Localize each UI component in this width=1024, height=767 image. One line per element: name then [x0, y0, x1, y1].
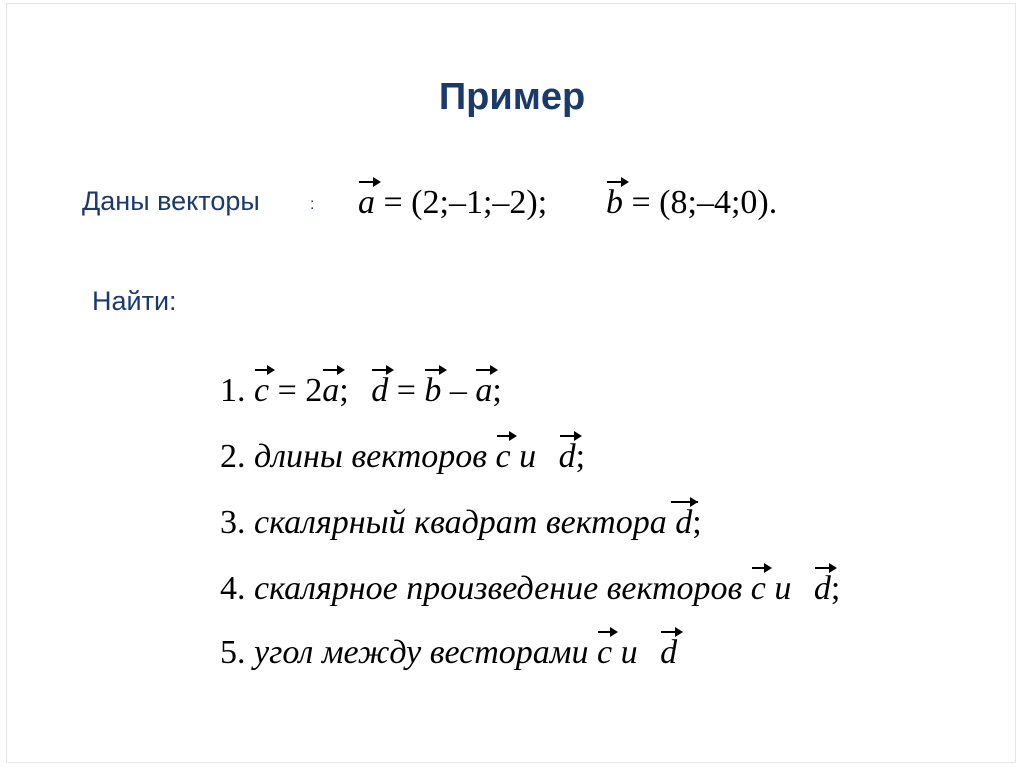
task-3-end: ;	[692, 504, 702, 541]
task-5-number: 5.	[220, 634, 246, 671]
task-3-number: 3.	[220, 504, 246, 541]
task-1-eq1: = 2	[269, 372, 323, 409]
task-4-text: скалярное произведение векторов	[254, 570, 751, 607]
slide-title: Пример	[438, 76, 586, 118]
task-1-eq2: =	[388, 372, 425, 409]
given-colon: :	[310, 196, 315, 213]
task-2	[220, 438, 585, 476]
vector-a-definition	[358, 184, 547, 222]
task-5	[220, 634, 677, 672]
task-2-number: 2.	[220, 438, 246, 475]
task-2-and: и	[510, 438, 545, 475]
vector-d-symbol: d	[558, 438, 576, 475]
vector-d-symbol: d	[813, 570, 831, 607]
task-2-end: ;	[575, 438, 586, 475]
task-1-number: 1.	[220, 372, 246, 409]
vector-d-symbol: d	[675, 504, 693, 541]
task-5-and: и	[612, 634, 647, 671]
task-4	[220, 570, 840, 608]
vector-c-symbol: c	[495, 438, 511, 475]
vector-b-symbol: b	[606, 184, 623, 221]
task-1-sep: ;	[339, 372, 358, 409]
task-4-end: ;	[830, 570, 841, 607]
task-4-number: 4.	[220, 570, 246, 607]
task-3-text: скалярный квадрат вектора	[254, 504, 676, 541]
vector-c-symbol: c	[750, 570, 766, 607]
vector-c-symbol: c	[597, 634, 613, 671]
vector-a-symbol: a	[475, 372, 493, 409]
vector-d-symbol: d	[660, 634, 678, 671]
vector-b-symbol: b	[424, 372, 442, 409]
vector-d-symbol: d	[371, 372, 389, 409]
task-2-text: длины векторов	[254, 438, 496, 475]
vector-b-definition	[606, 184, 777, 222]
task-5-text: угол между весторами	[254, 634, 597, 671]
task-4-and: и	[765, 570, 800, 607]
task-1-minus: –	[441, 372, 476, 409]
find-label: Найти:	[92, 286, 177, 316]
vector-a-value: = (2;–1;–2);	[383, 184, 548, 221]
task-3	[220, 504, 702, 542]
vector-b-value: = (8;–4;0).	[631, 184, 778, 221]
vector-a-symbol: a	[358, 184, 375, 221]
vector-a-symbol: a	[322, 372, 340, 409]
task-1-end: ;	[492, 372, 502, 409]
given-label: Даны векторы	[82, 186, 260, 216]
task-1	[220, 372, 502, 410]
vector-c-symbol: c	[254, 372, 270, 409]
